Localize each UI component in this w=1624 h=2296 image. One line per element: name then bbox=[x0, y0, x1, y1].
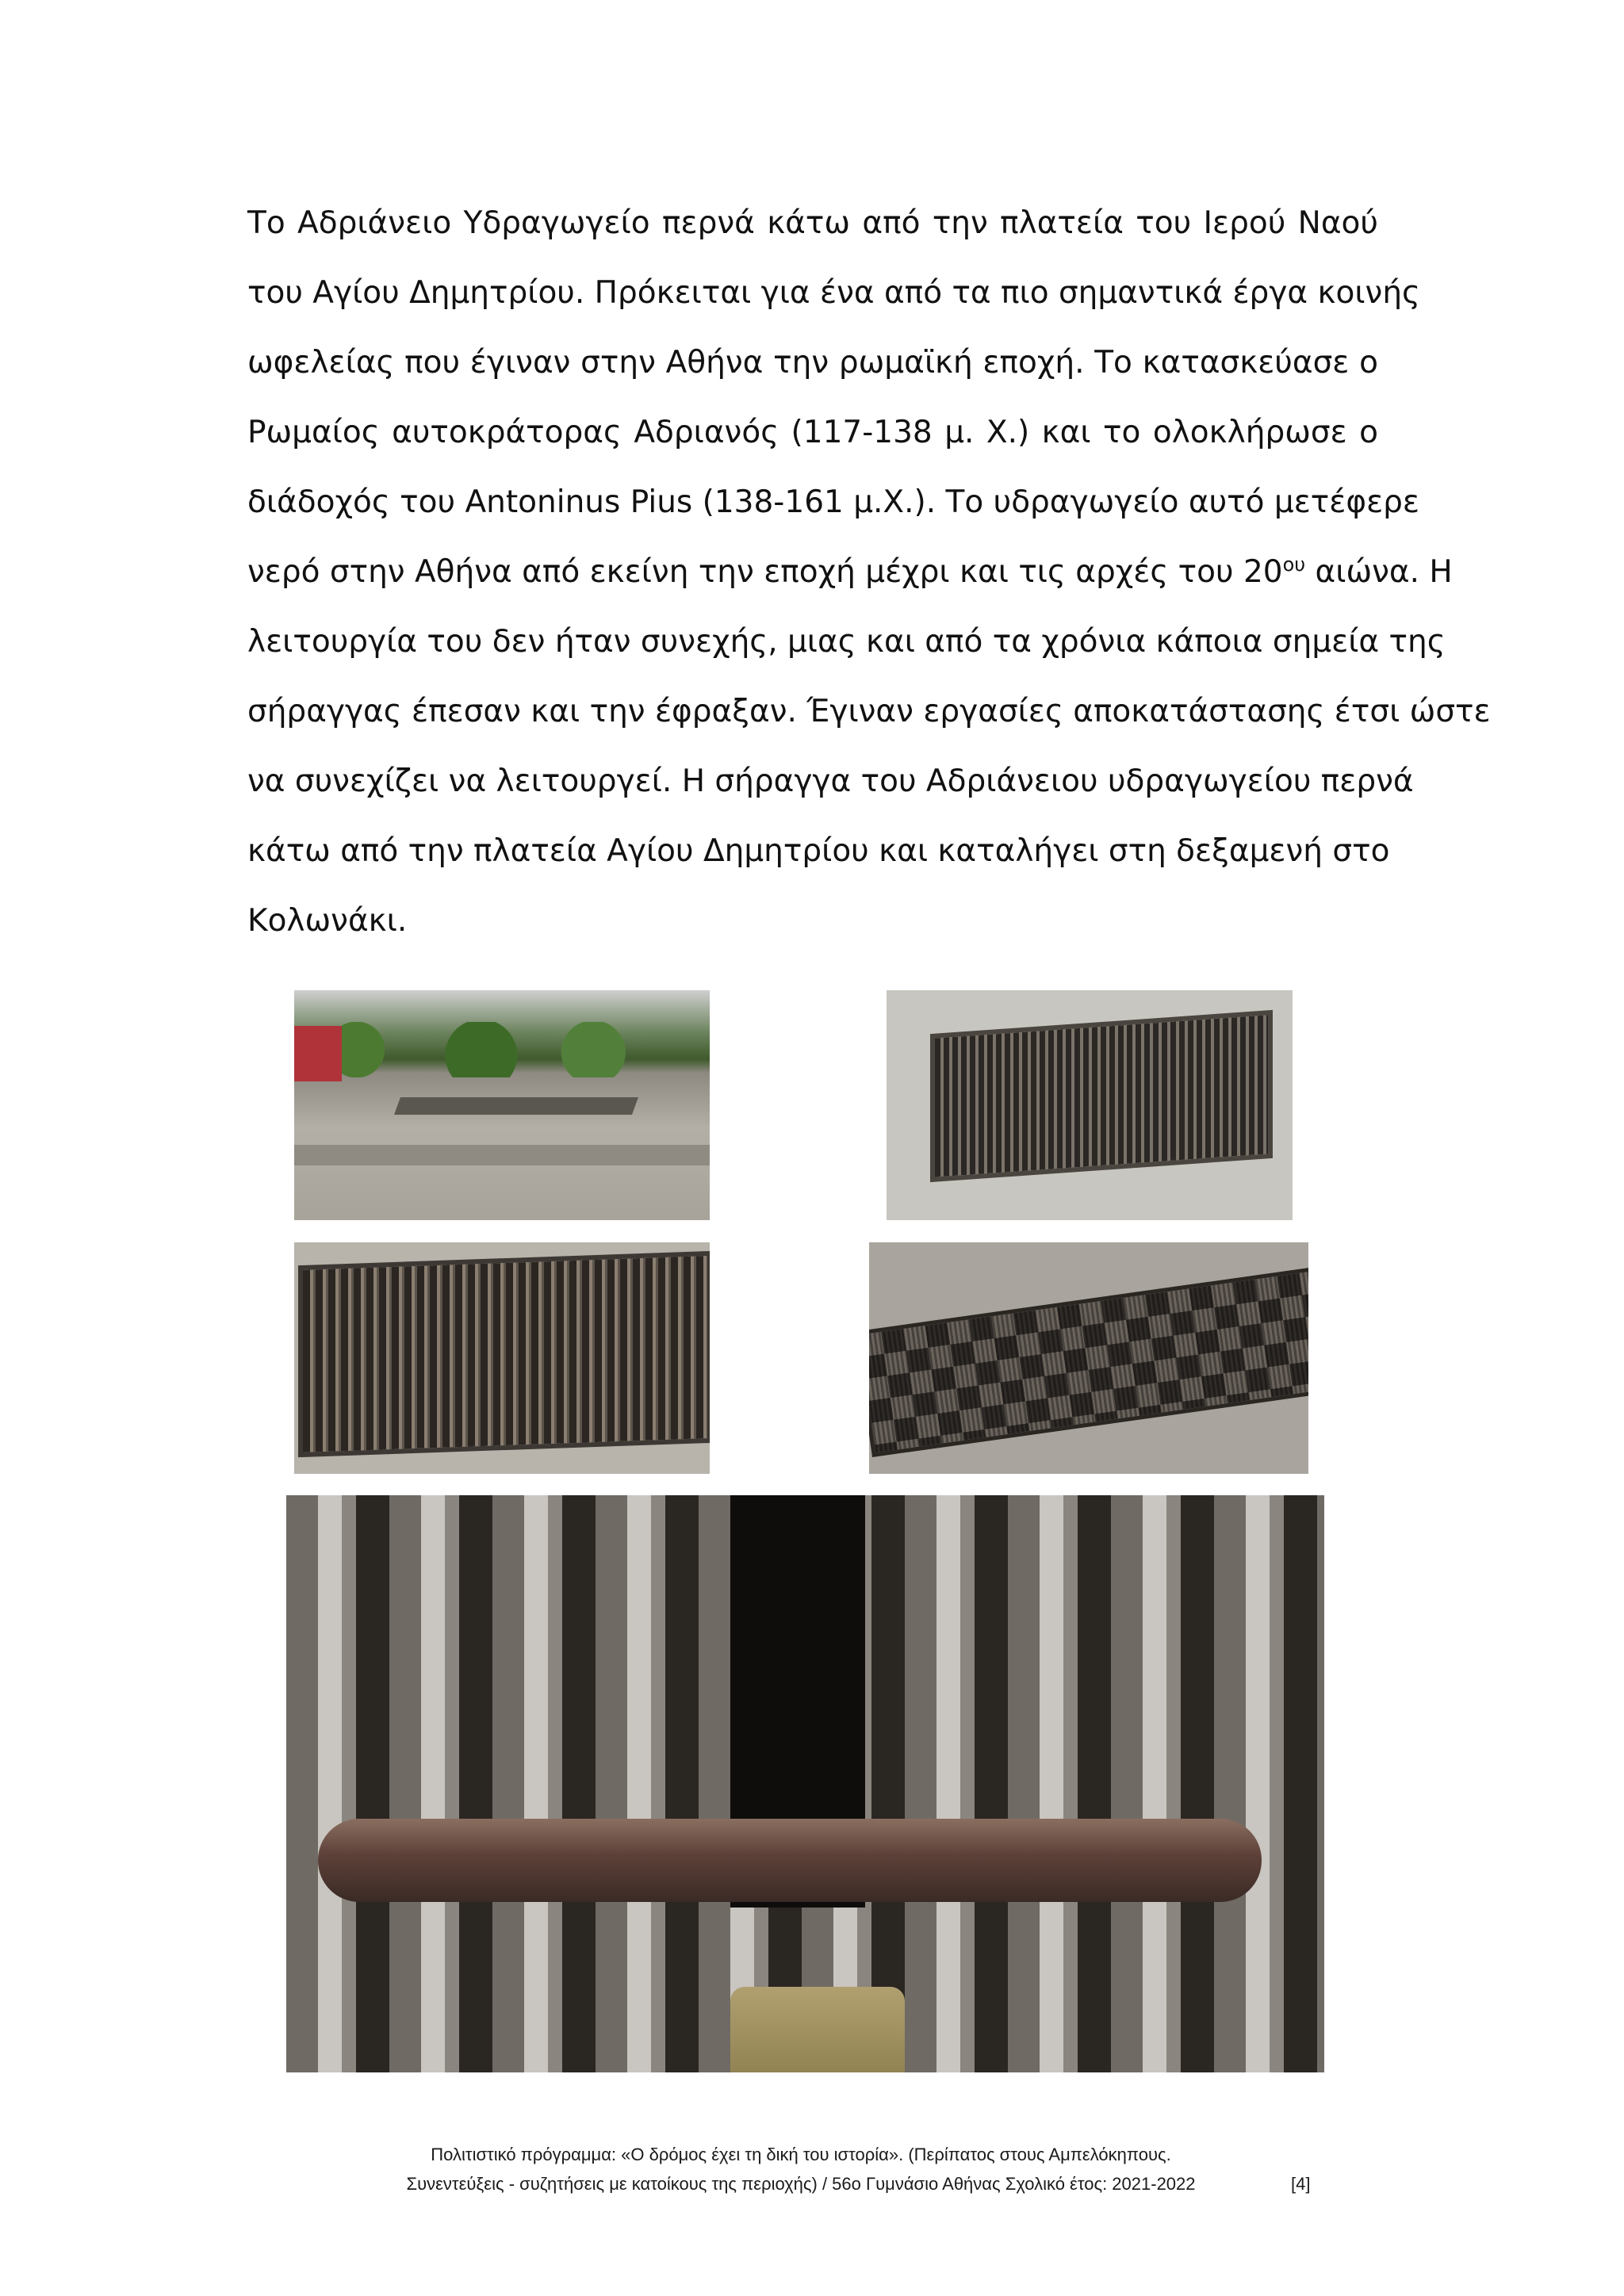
line-text-after: αιώνα. Η bbox=[1305, 554, 1453, 590]
paragraph-line: Το Αδριάνειο Υδραγωγείο περνά κάτω από την πλατεία του Ιερού Ναού bbox=[247, 205, 1378, 241]
footer-line-1: Πολιτιστικό πρόγραμμα: «Ο δρόμος έχει τη δική του ιστορία». (Περίπατος στους Αμπελόκηπους. bbox=[431, 2145, 1171, 2164]
body-paragraph bbox=[247, 189, 1491, 956]
paragraph-line-century bbox=[247, 538, 1453, 607]
ordinal-superscript: ου bbox=[1282, 553, 1306, 576]
paragraph-line: να συνεχίζει να λειτουργεί. Η σήραγγα του Αδριάνειου υδραγωγείου περνά bbox=[247, 763, 1414, 799]
paragraph-line: Κολωνάκι. bbox=[247, 903, 408, 939]
line-text-before: νερό στην Αθήνα από εκείνη την εποχή μέχρι και τις αρχές του 20 bbox=[247, 554, 1283, 590]
photo-grate-rusty bbox=[294, 1242, 710, 1474]
photo-grate-closeup bbox=[286, 1495, 1324, 2072]
footer-line-2: Συνεντεύξεις - συζητήσεις με κατοίκους της περιοχής) / 56ο Γυμνάσιο Αθήνας Σχολικό έτος: 2021-2022 bbox=[406, 2174, 1196, 2194]
paragraph-line: σήραγγας έπεσαν και την έφραξαν. Έγιναν εργασίες αποκατάστασης έτσι ώστε bbox=[247, 694, 1491, 729]
photo-grate-stone-frame bbox=[887, 990, 1293, 1220]
photo-grate-checkered bbox=[869, 1242, 1308, 1474]
page-number: [4] bbox=[1291, 2174, 1311, 2194]
paragraph-line: διάδοχός του Antoninus Pius (138-161 μ.Χ.). Το υδραγωγείο αυτό μετέφερε bbox=[247, 484, 1419, 520]
paragraph-line: κάτω από την πλατεία Αγίου Δημητρίου και καταλήγει στη δεξαμενή στο bbox=[247, 833, 1390, 869]
paragraph-line: Ρωμαίος αυτοκράτορας Αδριανός (117-138 μ. Χ.) και το ολοκλήρωσε ο bbox=[247, 415, 1378, 450]
paragraph-line: του Αγίου Δημητρίου. Πρόκειται για ένα από τα πιο σημαντικά έργα κοινής bbox=[247, 275, 1420, 311]
paragraph-line: λειτουργία του δεν ήταν συνεχής, μιας και από τα χρόνια κάποια σημεία της bbox=[247, 624, 1446, 660]
photo-square-view bbox=[294, 990, 710, 1220]
paragraph-line: ωφελείας που έγιναν στην Αθήνα την ρωμαϊκή εποχή. Το κατασκεύασε ο bbox=[247, 345, 1378, 381]
